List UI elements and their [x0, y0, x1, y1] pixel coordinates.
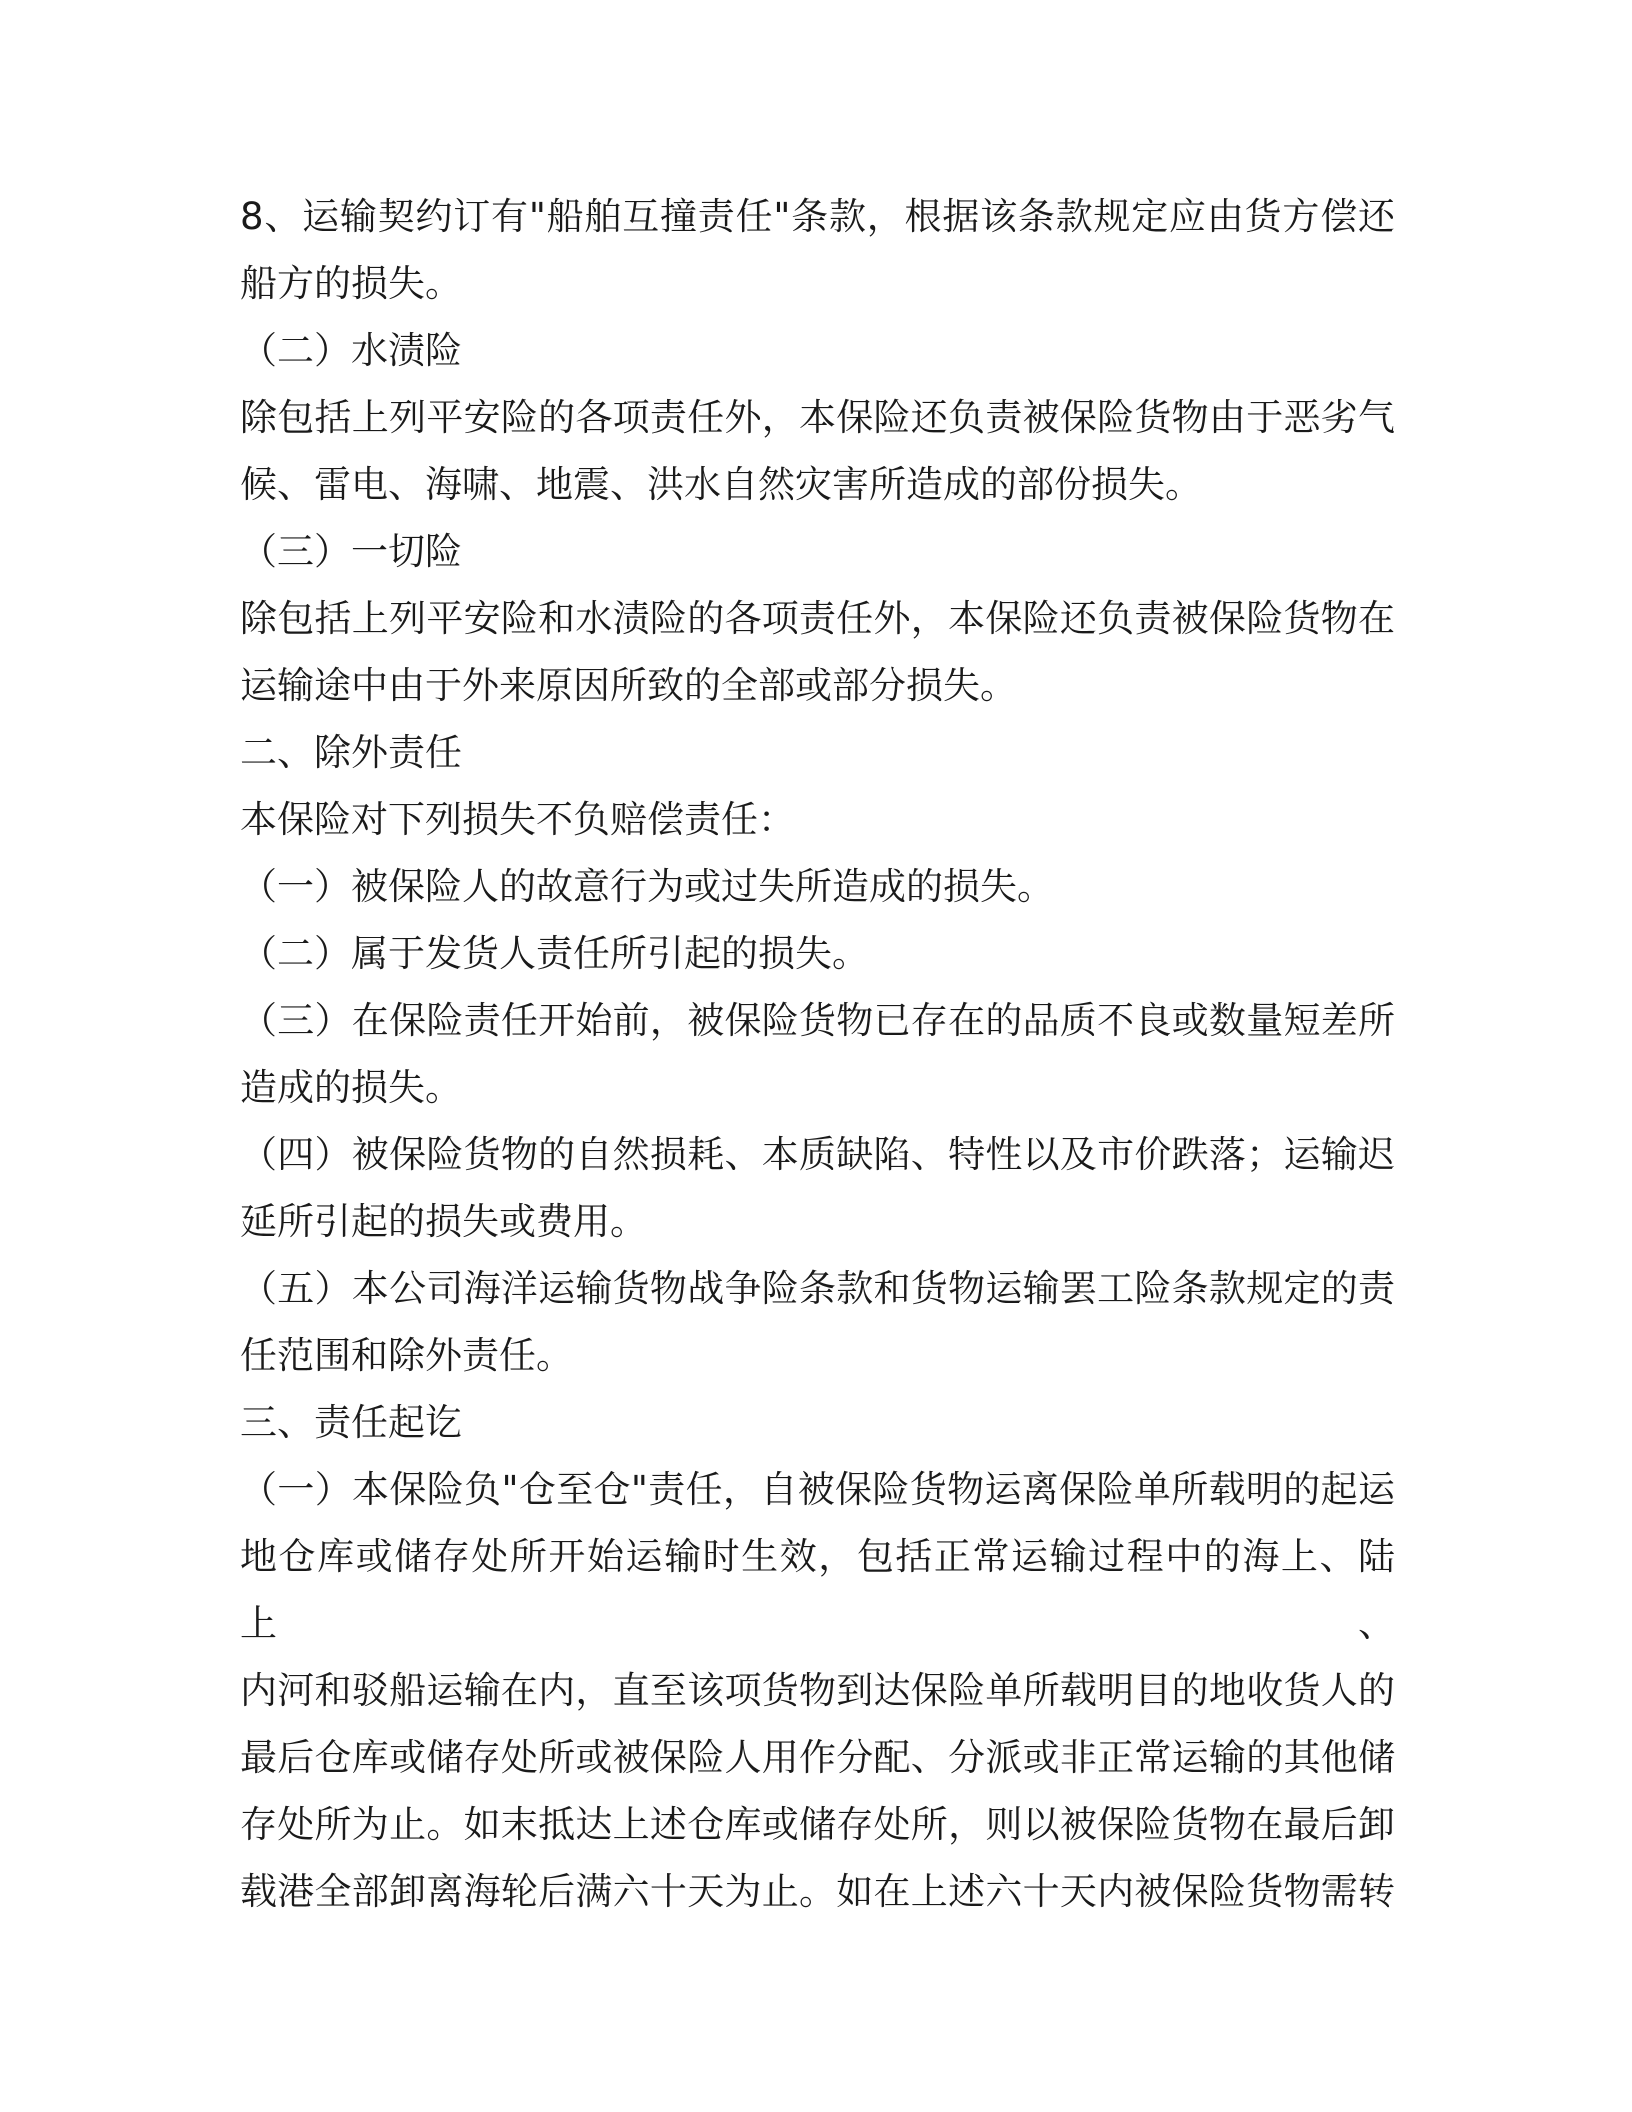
text-line: （一）本保险负"仓至仓"责任，自被保险货物运离保险单所载明的起运	[240, 1468, 1395, 1511]
text-line: 二、除外责任	[240, 731, 462, 774]
text-line: 除包括上列平安险和水渍险的各项责任外，本保险还负责被保险货物在	[240, 597, 1395, 640]
paragraph-exclusions-intro	[240, 786, 1395, 853]
text-line: 除包括上列平安险的各项责任外，本保险还负责被保险货物由于恶劣气	[240, 396, 1395, 439]
text-line: 内河和驳船运输在内，直至该项货物到达保险单所载明目的地收货人的	[240, 1669, 1395, 1712]
text-line: 候、雷电、海啸、地震、洪水自然灾害所造成的部份损失。	[240, 463, 1202, 506]
text-line: 8、运输契约订有"船舶互撞责任"条款，根据该条款规定应由货方偿还	[240, 195, 1395, 238]
heading-exclusions	[240, 719, 1395, 786]
paragraph-warehouse-to-warehouse	[240, 1456, 1395, 1925]
exclusion-item-3	[240, 987, 1395, 1121]
text-line: （一）被保险人的故意行为或过失所造成的损失。	[240, 865, 1054, 908]
text-line: 本保险对下列损失不负赔偿责任：	[240, 798, 795, 841]
text-line: 存处所为止。如末抵达上述仓库或储存处所，则以被保险货物在最后卸	[240, 1803, 1395, 1846]
text-line: 载港全部卸离海轮后满六十天为止。如在上述六十天内被保险货物需转	[240, 1870, 1395, 1913]
heading-all-risks	[240, 518, 1395, 585]
text-line: （三）一切险	[240, 530, 462, 573]
text-line: 三、责任起讫	[240, 1401, 462, 1444]
text-line: 延所引起的损失或费用。	[240, 1200, 647, 1243]
text-line: 船方的损失。	[240, 262, 462, 305]
exclusion-item-2	[240, 920, 1395, 987]
paragraph-with-average	[240, 384, 1395, 518]
text-line: 最后仓库或储存处所或被保险人用作分配、分派或非正常运输的其他储	[240, 1736, 1395, 1779]
text-line: 任范围和除外责任。	[240, 1334, 573, 1377]
text-line: （四）被保险货物的自然损耗、本质缺陷、特性以及市价跌落；运输迟	[240, 1133, 1395, 1176]
heading-duration	[240, 1389, 1395, 1456]
document-page	[240, 183, 1395, 1925]
text-line: （二）水渍险	[240, 329, 462, 372]
paragraph-collision-clause	[240, 183, 1395, 317]
text-line: （三）在保险责任开始前，被保险货物已存在的品质不良或数量短差所	[240, 999, 1395, 1042]
exclusion-item-1	[240, 853, 1395, 920]
heading-with-average	[240, 317, 1395, 384]
exclusion-item-5	[240, 1255, 1395, 1389]
text-line: 地仓库或储存处所开始运输时生效，包括正常运输过程中的海上、陆上、	[240, 1535, 1395, 1645]
text-line: 运输途中由于外来原因所致的全部或部分损失。	[240, 664, 1017, 707]
paragraph-all-risks	[240, 585, 1395, 719]
text-line: （五）本公司海洋运输货物战争险条款和货物运输罢工险条款规定的责	[240, 1267, 1395, 1310]
text-line: 造成的损失。	[240, 1066, 462, 1109]
exclusion-item-4	[240, 1121, 1395, 1255]
text-line: （二）属于发货人责任所引起的损失。	[240, 932, 869, 975]
